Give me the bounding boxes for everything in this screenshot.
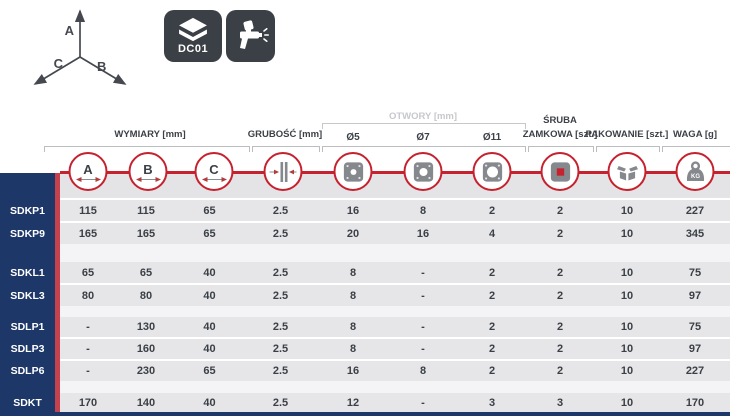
cell-a: -: [86, 343, 90, 355]
cell-b: 140: [136, 396, 156, 409]
row-values: [60, 393, 730, 412]
cell-b: 80: [139, 289, 153, 302]
cell-a: 165: [78, 227, 98, 240]
thickness-badge: [264, 152, 303, 191]
dimension-b-badge: [129, 152, 168, 191]
cell-hole7: 8: [419, 365, 427, 377]
model-label: SDKL1: [10, 266, 45, 279]
group-gap: [60, 306, 730, 317]
lock-screw-badge: [541, 152, 580, 191]
cell-thickness: 2.5: [272, 365, 289, 377]
model-label: SDLP6: [10, 365, 45, 377]
cell-c: 40: [203, 289, 216, 302]
cell-packaging: 10: [620, 343, 634, 355]
model-label: SDLP1: [10, 321, 45, 333]
cell-weight: 227: [685, 365, 705, 377]
dimension-a-letter: A: [83, 161, 93, 177]
package-icon: [615, 160, 639, 184]
cell-hole11: 4: [488, 227, 496, 240]
weight-badge: [676, 152, 715, 191]
cell-weight: 97: [688, 343, 702, 355]
table-row: [0, 223, 730, 244]
axis-b-label: B: [97, 59, 107, 74]
model-label: SDKT: [13, 396, 42, 409]
cell-hole5: 16: [346, 204, 360, 217]
cell-hole7: 8: [419, 204, 427, 217]
cell-hole7: -: [421, 266, 425, 279]
cell-hole7: -: [421, 396, 425, 409]
weight-unit-label: KG: [690, 173, 700, 180]
cell-thickness: 2.5: [272, 343, 289, 355]
measure-arrow-icon: [75, 176, 101, 183]
column-label-hole11: Ø11: [482, 132, 502, 143]
cell-weight: 75: [688, 321, 702, 333]
column-label-hole5: Ø5: [346, 132, 360, 143]
group-gap: [60, 381, 730, 393]
cell-hole11: 2: [488, 365, 496, 377]
cell-hole5: 8: [349, 266, 357, 279]
cell-b: 130: [136, 321, 156, 333]
cell-hole5: 8: [349, 321, 357, 333]
model-label: SDKL3: [10, 289, 45, 302]
cell-c: 40: [203, 396, 216, 409]
cell-hole7: -: [421, 343, 425, 355]
cell-hole11: 2: [488, 289, 496, 302]
cell-weight: 97: [688, 289, 702, 302]
column-group-label-grubosc: GRUBOŚĆ [mm]: [247, 129, 323, 140]
row-values: [60, 200, 730, 221]
column-group-label-waga: WAGA [g]: [673, 129, 717, 140]
cell-packaging: 10: [620, 204, 634, 217]
bracket-otwory-top: [322, 123, 526, 129]
column-group-label-otwory: OTWORY [mm]: [388, 111, 458, 122]
model-label: SDKP9: [9, 227, 45, 240]
cell-b: 165: [136, 227, 156, 240]
lock-screw-icon: [549, 161, 571, 183]
column-group-label-sruba-line2: ZAMKOWA [szt.]: [522, 129, 598, 140]
cell-packaging: 10: [620, 321, 634, 333]
cell-screw: 2: [556, 321, 564, 333]
cell-thickness: 2.5: [272, 266, 289, 279]
spray-gun-icon: [233, 18, 269, 54]
group-gap: [60, 244, 730, 262]
cell-packaging: 10: [620, 227, 634, 240]
table-row: [0, 200, 730, 221]
layers-icon: [176, 17, 210, 43]
row-values: [60, 317, 730, 337]
coating-badge: [226, 10, 275, 62]
dimension-b-letter: B: [143, 161, 153, 177]
table-bottom-border: [0, 412, 730, 416]
model-label: SDKP1: [9, 204, 45, 217]
column-group-label-sruba-line1: ŚRUBA: [543, 115, 577, 126]
cell-a: -: [86, 321, 90, 333]
cell-packaging: 10: [620, 289, 634, 302]
cell-thickness: 2.5: [272, 289, 289, 302]
cell-b: 65: [139, 266, 153, 279]
cell-b: 160: [136, 343, 156, 355]
measure-arrow-icon: [201, 176, 227, 183]
plate-hole-large-icon: [481, 161, 503, 183]
cell-packaging: 10: [620, 365, 634, 377]
hole-5-badge: [334, 152, 373, 191]
table-row: [0, 339, 730, 359]
cell-b: 230: [136, 365, 156, 377]
column-group-label-wymiary: WYMIARY [mm]: [114, 129, 186, 140]
axis-c-label: C: [53, 56, 63, 71]
cell-hole7: 16: [416, 227, 430, 240]
cell-screw: 2: [556, 289, 564, 302]
cell-c: 40: [203, 343, 216, 355]
row-values: [60, 361, 730, 381]
cell-a: 65: [81, 266, 95, 279]
cell-screw: 3: [556, 396, 564, 409]
cell-c: 40: [203, 266, 216, 279]
table-row: [0, 285, 730, 306]
cell-hole5: 16: [346, 365, 360, 377]
cell-hole11: 2: [488, 204, 496, 217]
cell-c: 65: [203, 365, 216, 377]
row-values: [60, 223, 730, 244]
plate-hole-medium-icon: [412, 161, 434, 183]
cell-thickness: 2.5: [272, 227, 289, 240]
cell-b: 115: [137, 204, 155, 217]
row-values: [60, 339, 730, 359]
row-values: [60, 262, 730, 283]
cell-hole5: 20: [346, 227, 360, 240]
cell-thickness: 2.5: [272, 204, 289, 217]
measure-arrow-icon: [135, 176, 161, 183]
model-label: SDLP3: [10, 343, 45, 355]
cell-weight: 75: [688, 266, 702, 279]
table-row: [0, 262, 730, 283]
axis-a-label: A: [64, 23, 74, 38]
cell-hole11: 2: [488, 343, 496, 355]
cell-c: 65: [203, 227, 216, 240]
cell-a: -: [86, 365, 90, 377]
axes-diagram: [18, 0, 146, 94]
cell-screw: 2: [556, 266, 564, 279]
cell-a: 170: [78, 396, 98, 409]
weight-kg-icon: [683, 160, 707, 184]
dimension-c-letter: C: [209, 161, 219, 177]
cell-screw: 2: [556, 343, 564, 355]
dimension-a-badge: [69, 152, 108, 191]
cell-hole5: 8: [349, 289, 357, 302]
cell-hole5: 8: [349, 343, 357, 355]
cell-weight: 345: [685, 227, 705, 240]
column-group-label-pakowanie: PAKOWANIE [szt.]: [585, 129, 669, 140]
cell-c: 40: [203, 321, 216, 333]
cell-packaging: 10: [620, 396, 634, 409]
cell-screw: 2: [556, 365, 564, 377]
cell-screw: 2: [556, 227, 564, 240]
cell-hole7: -: [421, 289, 425, 302]
cell-hole5: 12: [346, 396, 360, 409]
bracket-grubosc: [252, 146, 320, 152]
cell-thickness: 2.5: [272, 396, 289, 409]
plate-hole-small-icon: [342, 161, 364, 183]
cell-weight: 170: [685, 396, 705, 409]
dimension-c-badge: [195, 152, 234, 191]
cell-thickness: 2.5: [272, 321, 289, 333]
cell-a: 115: [79, 204, 97, 217]
column-label-hole7: Ø7: [416, 132, 430, 143]
hole-11-badge: [473, 152, 512, 191]
packaging-badge: [608, 152, 647, 191]
cell-a: 80: [81, 289, 95, 302]
cell-hole11: 3: [488, 396, 496, 409]
table-row: [0, 393, 730, 412]
cell-hole11: 2: [488, 321, 496, 333]
cell-c: 65: [203, 204, 216, 217]
table-row: [0, 317, 730, 337]
table-row: [0, 361, 730, 381]
cell-hole7: -: [421, 321, 425, 333]
cell-packaging: 10: [620, 266, 634, 279]
cell-weight: 227: [685, 204, 705, 217]
row-values: [60, 285, 730, 306]
material-badge: [164, 10, 222, 62]
cell-screw: 2: [556, 204, 564, 217]
cell-hole11: 2: [488, 266, 496, 279]
hole-7-badge: [404, 152, 443, 191]
thickness-icon: [270, 161, 297, 183]
material-code-label: DC01: [177, 43, 209, 55]
